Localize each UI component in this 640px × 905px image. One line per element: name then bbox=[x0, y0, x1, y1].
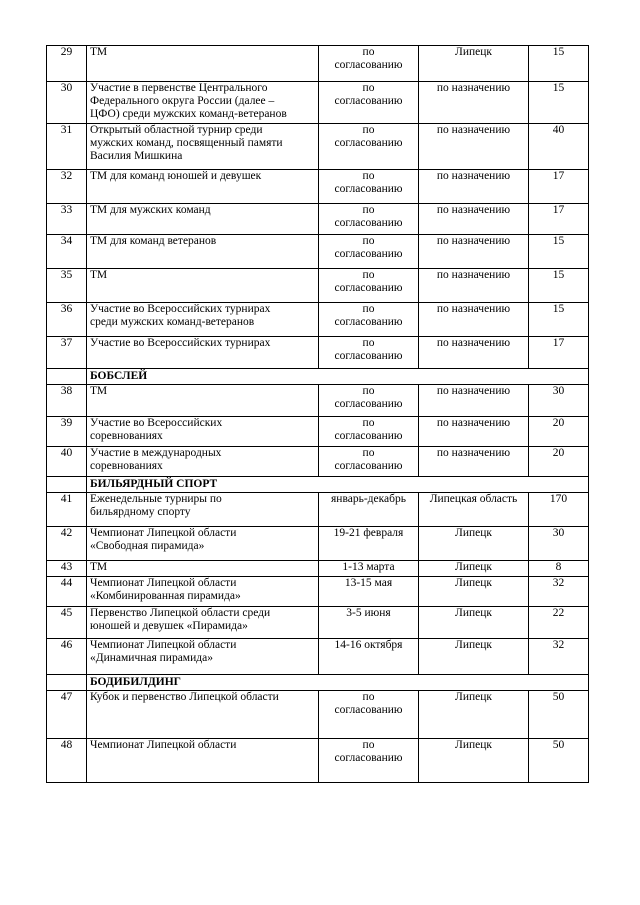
event-number: 44 bbox=[47, 577, 87, 607]
event-date bbox=[319, 269, 419, 303]
event-place: Липецк bbox=[419, 577, 529, 607]
participants-count: 30 bbox=[529, 527, 589, 561]
event-name-line: Кубок и первенство Липецкой области bbox=[90, 691, 279, 703]
event-name bbox=[87, 607, 319, 639]
event-place: Липецк bbox=[419, 739, 529, 783]
event-name bbox=[87, 527, 319, 561]
event-name bbox=[87, 204, 319, 235]
event-name bbox=[87, 82, 319, 124]
event-date-line: по bbox=[362, 447, 375, 459]
event-place: Липецк bbox=[419, 46, 529, 82]
event-place: по назначению bbox=[419, 124, 529, 170]
event-date-line: по bbox=[362, 46, 375, 58]
event-date-line: согласованию bbox=[334, 398, 403, 410]
event-name-line: мужских команд, посвященный памяти bbox=[90, 137, 283, 149]
participants-count: 15 bbox=[529, 269, 589, 303]
event-name-line: Чемпионат Липецкой области bbox=[90, 639, 237, 651]
section-title: БИЛЬЯРДНЫЙ СПОРТ bbox=[87, 477, 589, 493]
section-title: БОБСЛЕЙ bbox=[87, 369, 589, 385]
event-place: Липецк bbox=[419, 527, 529, 561]
event-name-line: ТМ bbox=[90, 561, 108, 573]
event-date-line: по bbox=[362, 337, 375, 349]
event-date bbox=[319, 527, 419, 561]
event-name bbox=[87, 691, 319, 739]
event-date-line: по bbox=[362, 303, 375, 315]
event-name-line: ТМ для команд юношей и девушек bbox=[90, 170, 262, 182]
event-number: 29 bbox=[47, 46, 87, 82]
participants-count: 20 bbox=[529, 417, 589, 447]
event-name-line: Федерального округа России (далее – bbox=[90, 95, 275, 107]
event-place: по назначению bbox=[419, 385, 529, 417]
event-date-line: по bbox=[362, 124, 375, 136]
event-name-line: ТМ bbox=[90, 269, 108, 281]
participants-count: 170 bbox=[529, 493, 589, 527]
table-row bbox=[47, 303, 589, 337]
table-row bbox=[47, 235, 589, 269]
participants-count: 20 bbox=[529, 447, 589, 477]
participants-count: 15 bbox=[529, 82, 589, 124]
event-date-line: согласованию bbox=[334, 316, 403, 328]
event-name-line: Чемпионат Липецкой области bbox=[90, 527, 237, 539]
event-name-line: ТМ для команд ветеранов bbox=[90, 235, 217, 247]
event-number: 31 bbox=[47, 124, 87, 170]
event-name bbox=[87, 170, 319, 204]
event-number: 36 bbox=[47, 303, 87, 337]
table-row bbox=[47, 691, 589, 739]
event-number: 39 bbox=[47, 417, 87, 447]
section-header-row bbox=[47, 369, 589, 385]
event-date-line: по bbox=[362, 235, 375, 247]
event-name-line: Василия Мишкина bbox=[90, 150, 183, 162]
event-name-line: Участие во Всероссийских турнирах bbox=[90, 303, 271, 315]
table-row bbox=[47, 577, 589, 607]
event-date bbox=[319, 417, 419, 447]
event-name-line: «Комбинированная пирамида» bbox=[90, 590, 241, 602]
event-name-line: Участие во Всероссийских турнирах bbox=[90, 337, 271, 349]
event-name bbox=[87, 561, 319, 577]
event-name-line: среди мужских команд-ветеранов bbox=[90, 316, 255, 328]
event-number: 41 bbox=[47, 493, 87, 527]
event-number: 33 bbox=[47, 204, 87, 235]
event-name-line: Чемпионат Липецкой области bbox=[90, 739, 237, 751]
event-date-line: по bbox=[362, 204, 375, 216]
event-date bbox=[319, 124, 419, 170]
event-place: Липецкая область bbox=[419, 493, 529, 527]
section-num-cell bbox=[47, 369, 87, 385]
section-title: БОДИБИЛДИНГ bbox=[87, 675, 589, 691]
event-name bbox=[87, 493, 319, 527]
event-date-line: по bbox=[362, 82, 375, 94]
event-number: 35 bbox=[47, 269, 87, 303]
event-name bbox=[87, 235, 319, 269]
event-place: по назначению bbox=[419, 303, 529, 337]
table-row bbox=[47, 385, 589, 417]
event-place: по назначению bbox=[419, 204, 529, 235]
event-place: по назначению bbox=[419, 269, 529, 303]
event-date bbox=[319, 577, 419, 607]
table-row bbox=[47, 561, 589, 577]
event-name-line: соревнованиях bbox=[90, 460, 163, 472]
event-name-line: Участие в международных bbox=[90, 447, 222, 459]
event-number: 37 bbox=[47, 337, 87, 369]
event-name bbox=[87, 124, 319, 170]
event-date-line: согласованию bbox=[334, 430, 403, 442]
participants-count: 22 bbox=[529, 607, 589, 639]
event-date-line: согласованию bbox=[334, 704, 403, 716]
event-place: Липецк bbox=[419, 639, 529, 675]
event-date bbox=[319, 170, 419, 204]
event-name-line: юношей и девушек «Пирамида» bbox=[90, 620, 248, 632]
event-number: 40 bbox=[47, 447, 87, 477]
event-date bbox=[319, 204, 419, 235]
event-date-line: 19-21 февраля bbox=[333, 527, 404, 539]
event-date bbox=[319, 493, 419, 527]
table-row bbox=[47, 170, 589, 204]
table-row bbox=[47, 607, 589, 639]
event-date bbox=[319, 337, 419, 369]
event-name-line: ЦФО) среди мужских команд-ветеранов bbox=[90, 108, 287, 120]
section-num-cell bbox=[47, 675, 87, 691]
participants-count: 40 bbox=[529, 124, 589, 170]
event-date bbox=[319, 82, 419, 124]
event-date-line: по bbox=[362, 269, 375, 281]
event-name bbox=[87, 337, 319, 369]
section-num-cell bbox=[47, 477, 87, 493]
event-number: 42 bbox=[47, 527, 87, 561]
table-row bbox=[47, 639, 589, 675]
table-row bbox=[47, 739, 589, 783]
event-name-line: Участие в первенстве Центрального bbox=[90, 82, 268, 94]
participants-count: 17 bbox=[529, 204, 589, 235]
event-name-line: бильярдному спорту bbox=[90, 506, 191, 518]
sport-events-table bbox=[46, 45, 589, 783]
event-date-line: по bbox=[362, 691, 375, 703]
event-name bbox=[87, 739, 319, 783]
event-date-line: согласованию bbox=[334, 248, 403, 260]
table-row bbox=[47, 337, 589, 369]
event-date bbox=[319, 561, 419, 577]
participants-count: 15 bbox=[529, 46, 589, 82]
event-name bbox=[87, 639, 319, 675]
event-date-line: по bbox=[362, 385, 375, 397]
participants-count: 17 bbox=[529, 170, 589, 204]
event-number: 46 bbox=[47, 639, 87, 675]
section-header-row bbox=[47, 675, 589, 691]
event-name bbox=[87, 46, 319, 82]
event-date-line: согласованию bbox=[334, 183, 403, 195]
event-date-line: согласованию bbox=[334, 752, 403, 764]
event-date-line: согласованию bbox=[334, 350, 403, 362]
event-date-line: согласованию bbox=[334, 282, 403, 294]
event-place: по назначению bbox=[419, 82, 529, 124]
event-date-line: согласованию bbox=[334, 460, 403, 472]
table-row bbox=[47, 269, 589, 303]
event-name bbox=[87, 577, 319, 607]
event-place: по назначению bbox=[419, 170, 529, 204]
event-date-line: согласованию bbox=[334, 59, 403, 71]
event-date bbox=[319, 639, 419, 675]
participants-count: 15 bbox=[529, 303, 589, 337]
event-date-line: согласованию bbox=[334, 217, 403, 229]
event-place: Липецк bbox=[419, 561, 529, 577]
event-date bbox=[319, 739, 419, 783]
event-name-line: Участие во Всероссийских bbox=[90, 417, 223, 429]
event-name-line: Открытый областной турнир среди bbox=[90, 124, 263, 136]
event-date-line: по bbox=[362, 417, 375, 429]
table-body bbox=[47, 46, 589, 783]
event-number: 47 bbox=[47, 691, 87, 739]
event-name-line: Чемпионат Липецкой области bbox=[90, 577, 237, 589]
event-name-line: Первенство Липецкой области среди bbox=[90, 607, 271, 619]
event-place: Липецк bbox=[419, 691, 529, 739]
event-place: по назначению bbox=[419, 235, 529, 269]
event-date-line: согласованию bbox=[334, 137, 403, 149]
event-place: Липецк bbox=[419, 607, 529, 639]
event-name-line: ТМ bbox=[90, 385, 108, 397]
table-row bbox=[47, 46, 589, 82]
participants-count: 8 bbox=[529, 561, 589, 577]
event-name-line: «Свободная пирамида» bbox=[90, 540, 205, 552]
table-row bbox=[47, 417, 589, 447]
event-date bbox=[319, 447, 419, 477]
event-number: 34 bbox=[47, 235, 87, 269]
event-date-line: 14-16 октября bbox=[334, 639, 403, 651]
participants-count: 50 bbox=[529, 739, 589, 783]
event-name-line: ТМ bbox=[90, 46, 108, 58]
event-number: 48 bbox=[47, 739, 87, 783]
event-date bbox=[319, 607, 419, 639]
event-place: по назначению bbox=[419, 447, 529, 477]
table-row bbox=[47, 124, 589, 170]
section-header-row bbox=[47, 477, 589, 493]
table-row bbox=[47, 527, 589, 561]
participants-count: 32 bbox=[529, 639, 589, 675]
participants-count: 50 bbox=[529, 691, 589, 739]
table-row bbox=[47, 447, 589, 477]
event-date bbox=[319, 691, 419, 739]
event-number: 45 bbox=[47, 607, 87, 639]
participants-count: 17 bbox=[529, 337, 589, 369]
event-name bbox=[87, 385, 319, 417]
table-row bbox=[47, 204, 589, 235]
event-date bbox=[319, 303, 419, 337]
participants-count: 15 bbox=[529, 235, 589, 269]
event-place: по назначению bbox=[419, 337, 529, 369]
event-place: по назначению bbox=[419, 417, 529, 447]
event-name-line: «Динамичная пирамида» bbox=[90, 652, 213, 664]
event-date-line: 1-13 марта bbox=[342, 561, 395, 573]
event-date-line: 13-15 мая bbox=[344, 577, 393, 589]
event-date-line: по bbox=[362, 170, 375, 182]
event-date bbox=[319, 46, 419, 82]
event-name bbox=[87, 303, 319, 337]
event-date bbox=[319, 385, 419, 417]
event-name-line: соревнованиях bbox=[90, 430, 163, 442]
participants-count: 30 bbox=[529, 385, 589, 417]
event-number: 43 bbox=[47, 561, 87, 577]
participants-count: 32 bbox=[529, 577, 589, 607]
event-name bbox=[87, 269, 319, 303]
event-name-line: Еженедельные турниры по bbox=[90, 493, 222, 505]
event-number: 38 bbox=[47, 385, 87, 417]
event-number: 30 bbox=[47, 82, 87, 124]
event-date-line: по bbox=[362, 739, 375, 751]
event-date-line: согласованию bbox=[334, 95, 403, 107]
event-number: 32 bbox=[47, 170, 87, 204]
event-date-line: 3-5 июня bbox=[346, 607, 391, 619]
event-date-line: январь-декабрь bbox=[331, 493, 406, 505]
table-row bbox=[47, 493, 589, 527]
event-name bbox=[87, 447, 319, 477]
event-name bbox=[87, 417, 319, 447]
event-name-line: ТМ для мужских команд bbox=[90, 204, 211, 216]
table-row bbox=[47, 82, 589, 124]
event-date bbox=[319, 235, 419, 269]
